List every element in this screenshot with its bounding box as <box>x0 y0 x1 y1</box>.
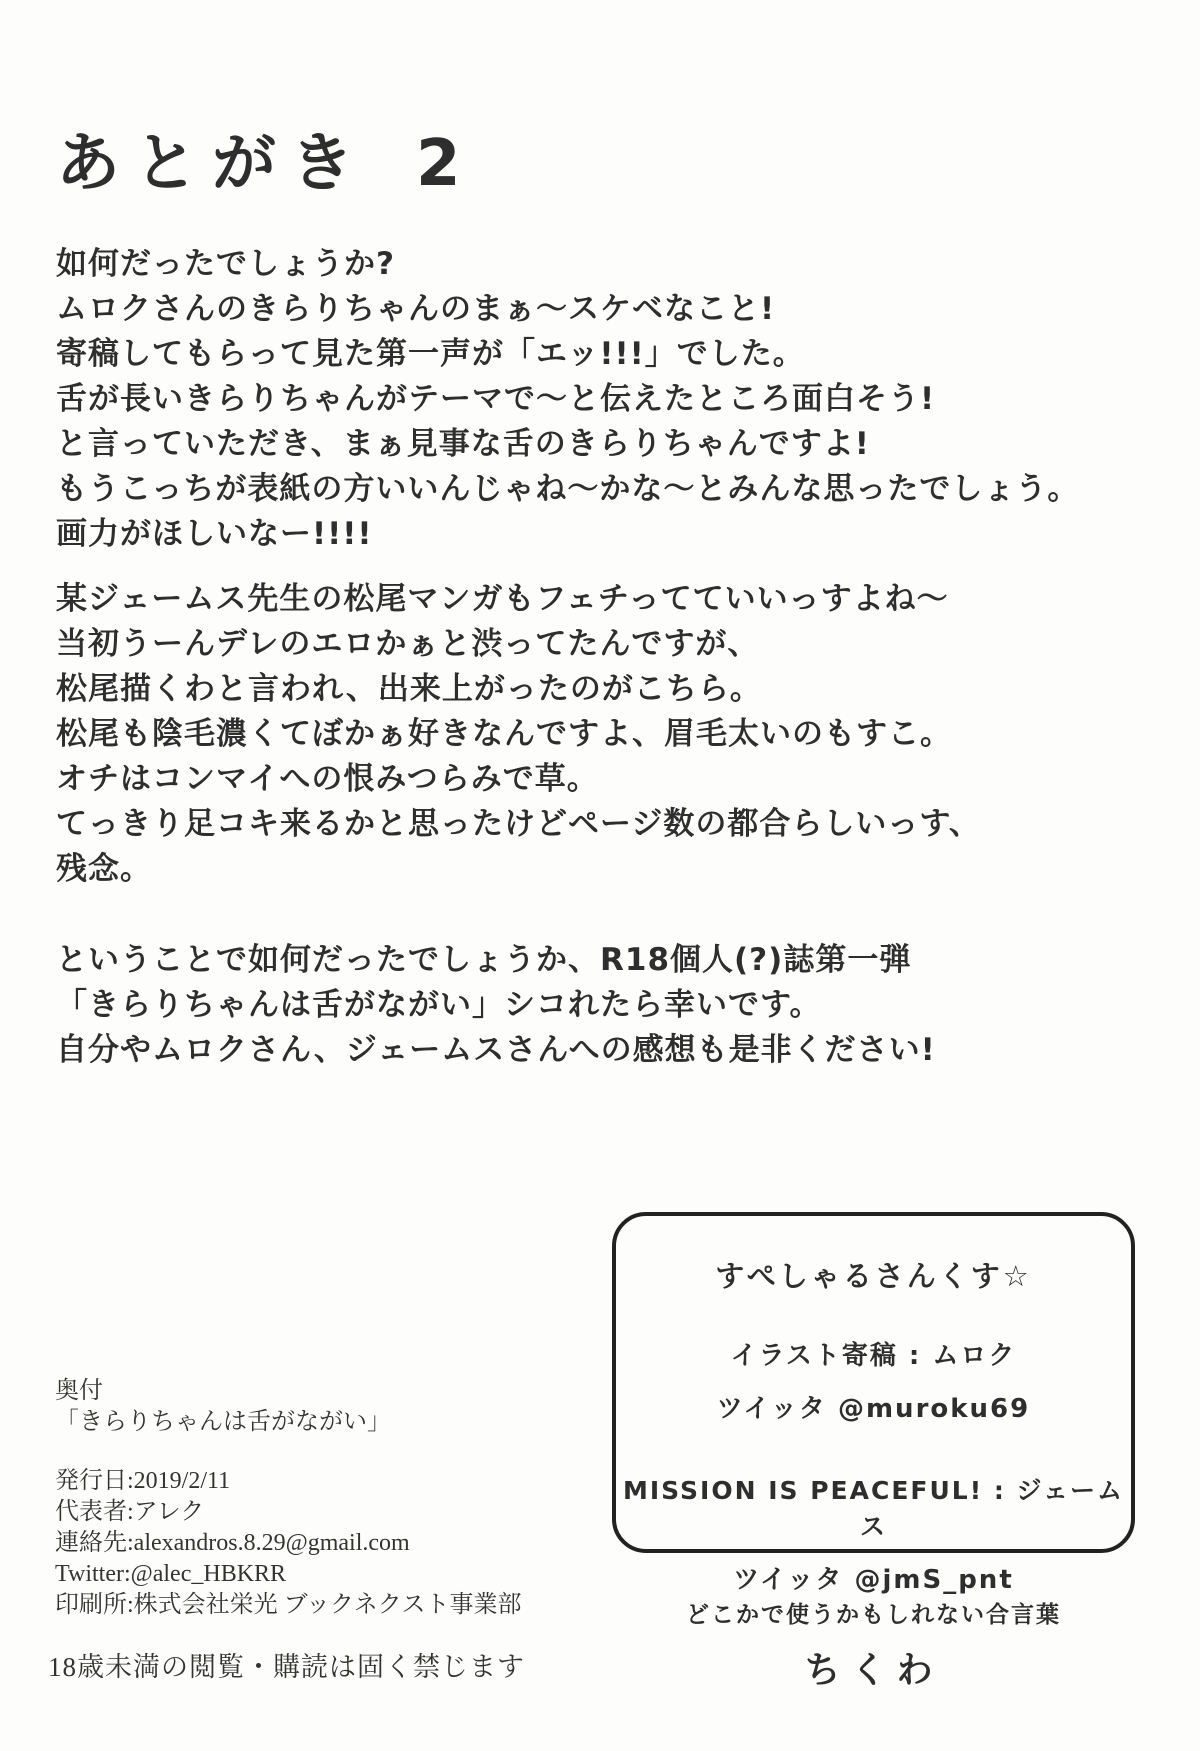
page-title-text: あとがき <box>56 127 368 201</box>
afterword-line: 松尾も陰毛濃くてぼかぁ好きなんですよ、眉毛太いのもすこ。 <box>56 716 952 752</box>
thanks-entry-illustrator: イラスト寄稿 : ムロク <box>730 1341 1017 1371</box>
afterword-line: 画力がほしいなー!!!! <box>56 516 373 552</box>
colophon-spacer <box>55 1438 522 1466</box>
afterword-line: オチはコンマイへの恨みつらみで草。 <box>56 761 599 797</box>
afterword-line: ということで如何だったでしょうか、R18個人(?)誌第一弾 <box>56 942 912 978</box>
special-thanks-box <box>612 1212 1135 1595</box>
colophon-label: 奥付 <box>55 1378 103 1404</box>
password-note: どこかで使うかもしれない合言葉 <box>686 1602 1061 1628</box>
colophon-publish-date: 発行日:2019/2/11 <box>55 1468 231 1494</box>
age-warning: 18歳未満の閲覧・購読は固く禁じます <box>48 1652 525 1682</box>
afterword-line: 当初うーんデレのエロかぁと渋ってたんですが、 <box>56 626 760 662</box>
thanks-entry-guest-twitter: ツイッタ @jmS_pnt <box>733 1565 1014 1595</box>
page-title <box>56 112 461 204</box>
special-thanks-heading: すぺしゃるさんくす☆ <box>715 1259 1032 1293</box>
thanks-entry-illustrator-twitter: ツイッタ @muroku69 <box>716 1394 1031 1424</box>
afterword-line: 某ジェームス先生の松尾マンガもフェチってていいっすよね〜 <box>56 581 949 617</box>
afterword-paragraph-2 <box>56 577 981 892</box>
colophon <box>55 1376 522 1621</box>
afterword-line: 残念。 <box>56 851 152 887</box>
colophon-book-title: 「きらりちゃんは舌がながい」 <box>55 1409 391 1435</box>
colophon-representative: 代表者:アレク <box>55 1499 205 1525</box>
afterword-line: 「きらりちゃんは舌がながい」シコれたら幸いです。 <box>56 987 822 1023</box>
afterword-paragraph-3 <box>56 938 936 1073</box>
afterword-line: 舌が長いきらりちゃんがテーマで〜と伝えたところ面白そう! <box>56 381 936 417</box>
afterword-line: てっきり足コキ来るかと思ったけどページ数の都合らしいっす、 <box>56 806 981 842</box>
afterword-line: 自分やムロクさん、ジェームスさんへの感想も是非ください! <box>56 1032 936 1068</box>
password-word: ちくわ <box>804 1650 943 1691</box>
colophon-twitter-handle: Twitter:@alec_HBKRR <box>55 1561 287 1587</box>
colophon-contact-email: 連絡先:alexandros.8.29@gmail.com <box>55 1530 410 1556</box>
afterword-line: 松尾描くわと言われ、出来上がったのがこちら。 <box>56 671 762 707</box>
afterword-line: 如何だったでしょうか? <box>56 246 395 282</box>
afterword-line: と言っていただき、まぁ見事な舌のきらりちゃんですよ! <box>56 426 870 462</box>
afterword-line: 寄稿してもらって見た第一声が「エッ!!!」でした。 <box>56 336 805 372</box>
afterword-paragraph-1 <box>56 242 1079 557</box>
afterword-line: ムロクさんのきらりちゃんのまぁ〜スケベなこと! <box>56 291 776 327</box>
colophon-printer: 印刷所:株式会社栄光 ブックネクスト事業部 <box>55 1592 522 1618</box>
afterword-line: もうこっちが表紙の方いいんじゃね〜かな〜とみんな思ったでしょう。 <box>56 471 1080 507</box>
page-title-number: 2 <box>416 127 461 201</box>
thanks-entry-guest: MISSION IS PEACEFUL! : ジェームス <box>622 1476 1125 1541</box>
